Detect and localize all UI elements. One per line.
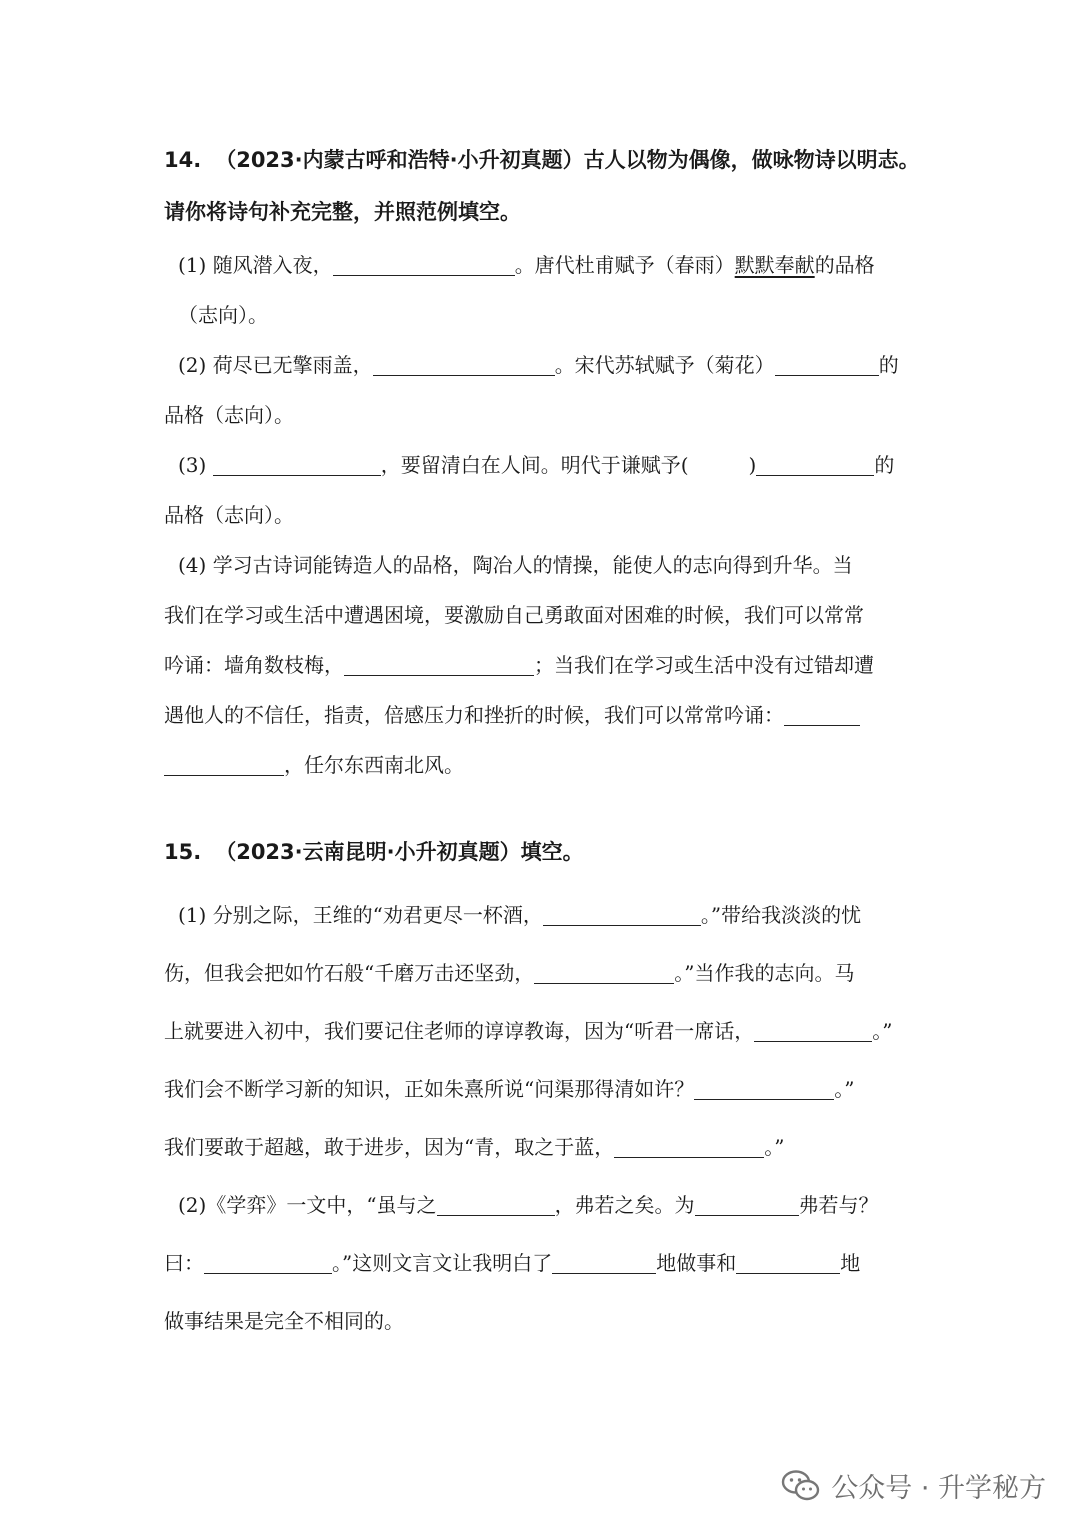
question-stem: 古人以物为偶像，做咏物诗以明志。: [583, 148, 920, 172]
question-14: [164, 134, 924, 790]
text: (4) 学习古诗词能铸造人的品格，陶冶人的情操，能使人的志向得到升华。当: [178, 553, 853, 577]
text: 。”: [834, 1077, 855, 1101]
answer-blank[interactable]: [694, 1077, 834, 1100]
question-15: [164, 826, 924, 1350]
text: (2)《学弈》一文中，“虽与之: [178, 1193, 437, 1217]
question-number: 15.: [164, 840, 202, 864]
text: 。”: [764, 1135, 785, 1159]
text: ，弗若之矣。为: [554, 1193, 695, 1217]
question-stem: 请你将诗句补充完整，并照范例填空。: [164, 200, 521, 224]
answer-blank[interactable]: [333, 253, 515, 276]
q14-part4-line2: [164, 590, 924, 640]
q14-part4-line4: [164, 690, 924, 740]
text: 。唐代杜甫赋予（春雨）: [514, 253, 735, 277]
text: 。”这则文言文让我明白了: [332, 1251, 553, 1275]
text: 的: [878, 353, 899, 377]
text: 吟诵：墙角数枝梅，: [164, 653, 344, 677]
answer-blank[interactable]: [736, 1251, 840, 1274]
text: （志向）。: [178, 303, 268, 327]
answer-blank[interactable]: [213, 453, 381, 476]
text: 。”当作我的志向。马: [674, 961, 855, 985]
text: ): [748, 453, 757, 477]
answer-blank[interactable]: [784, 703, 860, 726]
q14-part3-line1: [164, 440, 924, 490]
text: 。”: [872, 1019, 893, 1043]
text: 遇他人的不信任，指责，倍感压力和挫折的时候，我们可以常常吟诵：: [164, 703, 784, 727]
q15-line4: [164, 1060, 924, 1118]
text: 我们会不断学习新的知识，正如朱熹所说“问渠那得清如许？: [164, 1077, 695, 1101]
text: 品格（志向）。: [164, 403, 294, 427]
text: 。”带给我淡淡的忧: [700, 903, 862, 927]
text: ；当我们在学习或生活中没有过错却遭: [534, 653, 874, 677]
example-underline: 默默奉献: [734, 253, 815, 277]
text: (2) 荷尽已无擎雨盖，: [178, 353, 373, 377]
answer-blank[interactable]: [543, 903, 701, 926]
answer-blank[interactable]: [754, 1019, 872, 1042]
answer-blank[interactable]: [344, 653, 534, 676]
question-15-header: [164, 826, 924, 878]
text: 地做事和: [656, 1251, 737, 1275]
text: 。宋代苏轼赋予（菊花）: [554, 353, 775, 377]
watermark-text: 公众号 · 升学秘方: [831, 1473, 1046, 1504]
text: (3): [178, 453, 207, 477]
text: (1) 随风潜入夜，: [178, 253, 333, 277]
text: ，任尔东西南北风。: [284, 753, 464, 777]
q15-line8: [164, 1292, 924, 1350]
text: 弗若与？: [798, 1193, 879, 1217]
text: 上就要进入初中，我们要记住老师的谆谆教诲，因为“听君一席话，: [164, 1019, 755, 1043]
text: 地: [840, 1251, 861, 1275]
answer-blank[interactable]: [552, 1251, 656, 1274]
q15-line2: [164, 944, 924, 1002]
text: 的: [874, 453, 895, 477]
question-14-header: [164, 134, 924, 186]
text: 品格（志向）。: [164, 503, 294, 527]
q14-part4-line1: [164, 540, 924, 590]
q14-part4-line5: [164, 740, 924, 790]
q14-part1-line2: [164, 290, 924, 340]
answer-blank[interactable]: [437, 1193, 555, 1216]
text: 我们要敢于超越，敢于进步，因为“青，取之于蓝，: [164, 1135, 615, 1159]
text: 我们在学习或生活中遭遇困境，要激励自己勇敢面对困难的时候，我们可以常常: [164, 603, 864, 627]
question-number: 14.: [164, 148, 202, 172]
q15-line7: [164, 1234, 924, 1292]
answer-blank[interactable]: [164, 753, 284, 776]
q15-line5: [164, 1118, 924, 1176]
watermark: [781, 1466, 1046, 1505]
wechat-icon: [781, 1469, 821, 1503]
answer-blank[interactable]: [775, 353, 879, 376]
text: (1) 分别之际，王维的“劝君更尽一杯酒，: [178, 903, 543, 927]
q15-line6: [164, 1176, 924, 1234]
question-source: （2023·云南昆明·小升初真题）: [215, 840, 521, 864]
text: 伤，但我会把如竹石般“千磨万击还坚劲，: [164, 961, 535, 985]
text: 曰：: [164, 1251, 204, 1275]
question-14-stem-line2: [164, 186, 924, 238]
answer-blank[interactable]: [534, 961, 674, 984]
answer-blank[interactable]: [695, 1193, 799, 1216]
q14-part2-line1: [164, 340, 924, 390]
answer-blank[interactable]: [204, 1251, 332, 1274]
q15-line3: [164, 1002, 924, 1060]
answer-blank[interactable]: [373, 353, 555, 376]
q14-part1-line1: [164, 240, 924, 290]
question-stem: 填空。: [520, 840, 584, 864]
text: 的品格: [814, 253, 875, 277]
answer-blank[interactable]: [756, 453, 874, 476]
q14-part3-line2: [164, 490, 924, 540]
q14-part4-line3: [164, 640, 924, 690]
q14-part2-line2: [164, 390, 924, 440]
text: 做事结果是完全不相同的。: [164, 1309, 404, 1333]
question-source: （2023·内蒙古呼和浩特·小升初真题）: [215, 148, 584, 172]
q15-line1: [164, 886, 924, 944]
text: ，要留清白在人间。明代于谦赋予(: [380, 453, 689, 477]
answer-blank[interactable]: [614, 1135, 764, 1158]
